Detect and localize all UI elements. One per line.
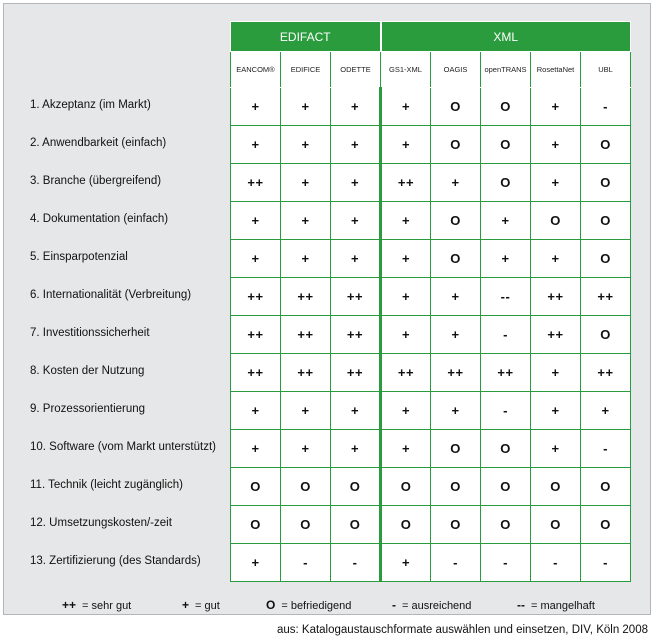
rating-cell: O <box>431 468 481 506</box>
rating-cell: + <box>281 202 331 240</box>
rating-cell: + <box>281 240 331 278</box>
column-header: OAGIS <box>431 52 481 88</box>
rating-cell: + <box>331 126 381 164</box>
rating-cell: O <box>581 240 631 278</box>
criterion-label: 3. Branche (übergreifend) <box>30 175 162 187</box>
legend-symbol: + <box>182 598 190 612</box>
rating-cell: O <box>231 506 281 544</box>
rating-cell: ++ <box>381 164 431 202</box>
rating-cell: ++ <box>331 278 381 316</box>
rating-cell: O <box>431 240 481 278</box>
rating-cell: - <box>581 544 631 582</box>
rating-cell: ++ <box>231 278 281 316</box>
column-header-row <box>231 52 631 88</box>
source-note: aus: Katalogaustauschformate auswählen und einsetzen, DIV, Köln 2008 <box>276 624 648 636</box>
column-header: GS1-XML <box>381 52 431 88</box>
rating-cell: + <box>331 392 381 430</box>
legend-item <box>62 598 131 612</box>
legend-symbol: -- <box>517 598 525 612</box>
rating-cell: O <box>581 126 631 164</box>
rating-cell: O <box>281 468 331 506</box>
column-header: openTRANS <box>481 52 531 88</box>
rating-cell: + <box>381 278 431 316</box>
group-header-xml: XML <box>381 22 631 52</box>
rating-cell: + <box>381 202 431 240</box>
rating-cell: O <box>281 506 331 544</box>
criterion-label: 6. Internationalität (Verbreitung) <box>30 289 192 301</box>
rating-cell: ++ <box>531 278 581 316</box>
legend-item <box>182 598 220 612</box>
rating-cell: O <box>531 468 581 506</box>
rating-cell: ++ <box>381 354 431 392</box>
table-row <box>231 506 631 544</box>
table-row <box>231 240 631 278</box>
rating-cell: + <box>381 392 431 430</box>
table-row <box>231 278 631 316</box>
rating-cell: + <box>281 126 331 164</box>
rating-cell: ++ <box>581 278 631 316</box>
table-body <box>231 88 631 582</box>
rating-cell: O <box>431 126 481 164</box>
rating-cell: O <box>381 468 431 506</box>
column-header: EANCOM® <box>231 52 281 88</box>
rating-cell: - <box>531 544 581 582</box>
rating-cell: + <box>531 240 581 278</box>
column-header: EDIFICE <box>281 52 331 88</box>
legend-item <box>392 598 471 612</box>
rating-cell: + <box>331 88 381 126</box>
rating-cell: + <box>581 392 631 430</box>
rating-cell: O <box>481 468 531 506</box>
rating-cell: O <box>581 202 631 240</box>
rating-cell: + <box>231 88 281 126</box>
criterion-label: 10. Software (vom Markt unterstützt) <box>30 441 216 453</box>
rating-cell: - <box>481 392 531 430</box>
rating-cell: ++ <box>331 354 381 392</box>
table-row <box>231 544 631 582</box>
rating-cell: + <box>231 202 281 240</box>
rating-cell: + <box>231 430 281 468</box>
rating-cell: ++ <box>481 354 531 392</box>
rating-cell: + <box>381 430 431 468</box>
rating-cell: + <box>281 430 331 468</box>
table-row <box>231 430 631 468</box>
rating-cell: O <box>581 164 631 202</box>
legend-text: = befriedigend <box>281 600 352 612</box>
rating-cell: -- <box>481 278 531 316</box>
comparison-panel <box>3 3 651 615</box>
legend-item <box>266 598 351 612</box>
column-header: RosettaNet <box>531 52 581 88</box>
rating-cell: - <box>581 430 631 468</box>
legend-text: = ausreichend <box>402 600 472 612</box>
column-header: ODETTE <box>331 52 381 88</box>
rating-cell: + <box>531 392 581 430</box>
rating-cell: O <box>231 468 281 506</box>
rating-cell: O <box>431 202 481 240</box>
rating-cell: + <box>531 430 581 468</box>
rating-cell: ++ <box>531 316 581 354</box>
rating-cell: + <box>531 164 581 202</box>
rating-cell: - <box>481 316 531 354</box>
rating-cell: + <box>331 164 381 202</box>
rating-cell: O <box>381 506 431 544</box>
table-row <box>231 354 631 392</box>
criterion-label: 11. Technik (leicht zugänglich) <box>30 479 183 491</box>
rating-cell: + <box>231 240 281 278</box>
rating-cell: O <box>481 126 531 164</box>
rating-cell: O <box>431 88 481 126</box>
criterion-label: 12. Umsetzungskosten/-zeit <box>30 517 172 529</box>
rating-cell: - <box>331 544 381 582</box>
rating-cell: ++ <box>231 164 281 202</box>
rating-cell: O <box>481 506 531 544</box>
rating-cell: O <box>581 506 631 544</box>
rating-cell: + <box>381 316 431 354</box>
rating-cell: + <box>431 164 481 202</box>
criterion-label: 5. Einsparpotenzial <box>30 251 128 263</box>
rating-cell: ++ <box>281 278 331 316</box>
legend-symbol: O <box>266 598 276 612</box>
rating-cell: ++ <box>281 354 331 392</box>
comparison-table <box>230 21 631 582</box>
rating-cell: + <box>481 240 531 278</box>
criterion-label: 13. Zertifizierung (des Standards) <box>30 555 201 567</box>
rating-cell: ++ <box>231 354 281 392</box>
rating-cell: + <box>431 278 481 316</box>
rating-cell: + <box>231 544 281 582</box>
legend-text: = gut <box>195 600 220 612</box>
table-row <box>231 164 631 202</box>
rating-cell: O <box>431 506 481 544</box>
rating-cell: ++ <box>231 316 281 354</box>
group-header-row <box>231 22 631 52</box>
legend-symbol: ++ <box>62 598 77 612</box>
rating-cell: + <box>431 392 481 430</box>
rating-cell: + <box>281 88 331 126</box>
criterion-label: 8. Kosten der Nutzung <box>30 365 145 377</box>
rating-cell: O <box>581 468 631 506</box>
criterion-label: 4. Dokumentation (einfach) <box>30 213 169 225</box>
legend-symbol: - <box>392 598 396 612</box>
legend-item <box>517 598 595 612</box>
legend <box>62 598 630 614</box>
rating-cell: O <box>331 468 381 506</box>
rating-cell: + <box>381 240 431 278</box>
rating-cell: + <box>331 202 381 240</box>
table-row <box>231 468 631 506</box>
column-header: UBL <box>581 52 631 88</box>
table-row <box>231 88 631 126</box>
rating-cell: - <box>481 544 531 582</box>
rating-cell: O <box>331 506 381 544</box>
rating-cell: ++ <box>331 316 381 354</box>
rating-cell: - <box>581 88 631 126</box>
rating-cell: + <box>531 126 581 164</box>
rating-cell: + <box>231 392 281 430</box>
legend-text: = mangelhaft <box>531 600 595 612</box>
criterion-label: 2. Anwendbarkeit (einfach) <box>30 137 167 149</box>
rating-cell: + <box>381 544 431 582</box>
table-row <box>231 392 631 430</box>
criteria-labels <box>30 86 230 580</box>
criterion-label: 1. Akzeptanz (im Markt) <box>30 99 151 111</box>
rating-cell: + <box>481 202 531 240</box>
rating-cell: O <box>531 506 581 544</box>
rating-cell: + <box>281 392 331 430</box>
rating-cell: O <box>531 202 581 240</box>
rating-cell: ++ <box>281 316 331 354</box>
criterion-label: 9. Prozessorientierung <box>30 403 146 415</box>
rating-cell: + <box>231 126 281 164</box>
rating-cell: - <box>281 544 331 582</box>
rating-cell: + <box>381 88 431 126</box>
rating-cell: O <box>481 430 531 468</box>
rating-cell: + <box>331 240 381 278</box>
rating-cell: - <box>431 544 481 582</box>
criterion-label: 7. Investitionssicherheit <box>30 327 150 339</box>
rating-cell: + <box>531 354 581 392</box>
rating-cell: ++ <box>431 354 481 392</box>
rating-cell: + <box>381 126 431 164</box>
legend-text: = sehr gut <box>82 600 132 612</box>
rating-cell: + <box>281 164 331 202</box>
rating-cell: O <box>481 88 531 126</box>
table-row <box>231 316 631 354</box>
rating-cell: + <box>431 316 481 354</box>
rating-cell: O <box>431 430 481 468</box>
rating-cell: + <box>331 430 381 468</box>
table-row <box>231 202 631 240</box>
rating-cell: O <box>581 316 631 354</box>
table-row <box>231 126 631 164</box>
rating-cell: + <box>531 88 581 126</box>
group-header-edifact: EDIFACT <box>231 22 381 52</box>
rating-cell: O <box>481 164 531 202</box>
rating-cell: ++ <box>581 354 631 392</box>
